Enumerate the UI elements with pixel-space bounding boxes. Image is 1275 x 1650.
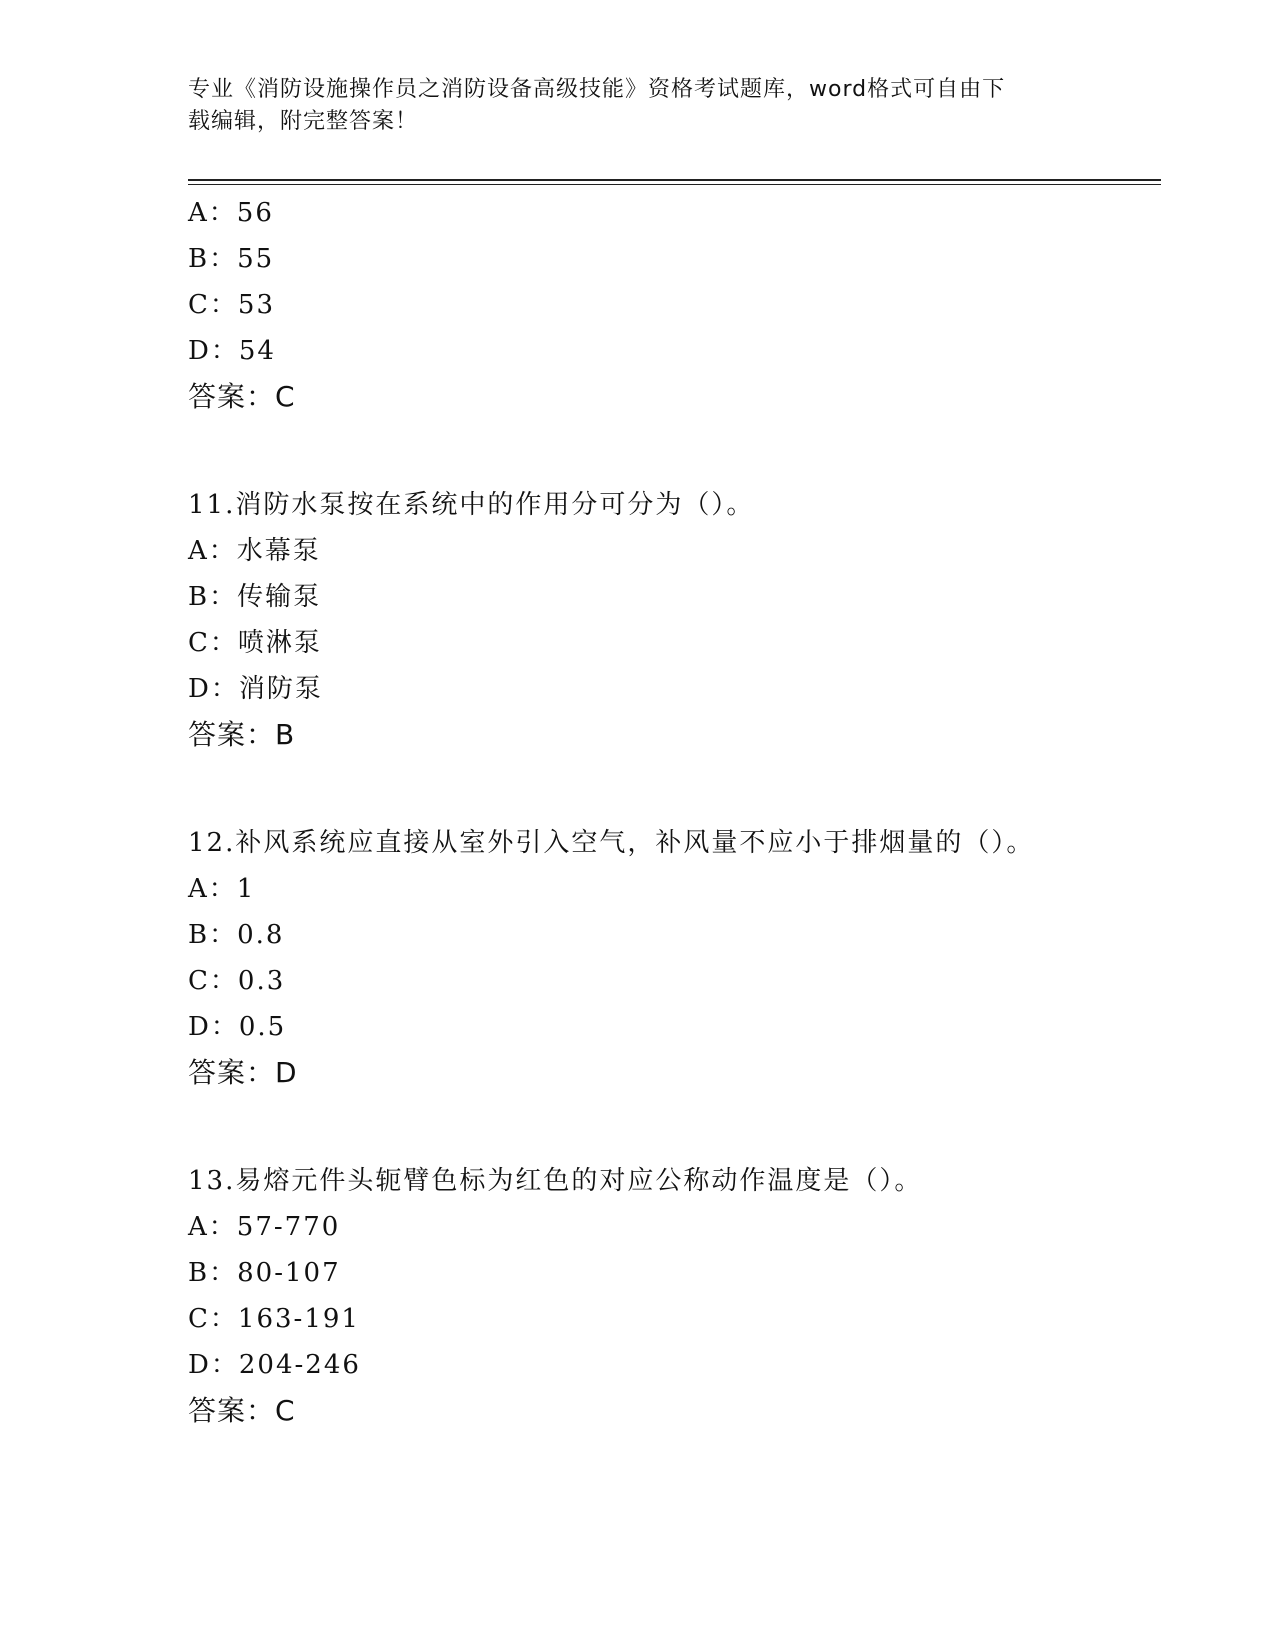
answer-line: 答案：D — [188, 1056, 298, 1089]
option-b: B：传输泵 — [188, 582, 322, 612]
option-a: A：56 — [188, 198, 274, 228]
answer-line: 答案：C — [188, 380, 296, 413]
question-block-prev — [188, 190, 1168, 420]
option-c: C：163-191 — [188, 1304, 360, 1334]
option-c: C：喷淋泵 — [188, 628, 322, 658]
question-stem: 12.补风系统应直接从室外引入空气，补风量不应小于排烟量的（）。 — [188, 828, 1035, 858]
header-divider-thin — [188, 184, 1161, 185]
question-block-12 — [188, 820, 1168, 1096]
option-b: B：0.8 — [188, 920, 285, 950]
option-a: A：1 — [188, 874, 256, 904]
answer-line: 答案：B — [188, 718, 296, 751]
header-divider-thick — [188, 179, 1161, 181]
option-b: B：80-107 — [188, 1258, 341, 1288]
header-line-1: 专业《消防设施操作员之消防设备高级技能》资格考试题库，word格式可自由下 — [188, 77, 1006, 102]
option-d: D：204-246 — [188, 1350, 361, 1380]
question-block-11 — [188, 482, 1168, 758]
option-a: A：57-770 — [188, 1212, 341, 1242]
option-c: C：53 — [188, 290, 275, 320]
header-line-2: 载编辑，附完整答案！ — [188, 109, 419, 134]
option-d: D：消防泵 — [188, 674, 323, 704]
option-a: A：水幕泵 — [188, 536, 321, 566]
question-list — [188, 190, 1168, 1434]
question-block-13 — [188, 1158, 1168, 1434]
option-c: C：0.3 — [188, 966, 286, 996]
option-d: D：54 — [188, 336, 276, 366]
document-header — [188, 74, 1088, 138]
option-b: B：55 — [188, 244, 275, 274]
question-stem: 11.消防水泵按在系统中的作用分可分为（）。 — [188, 490, 755, 520]
option-d: D：0.5 — [188, 1012, 287, 1042]
question-stem: 13.易熔元件头轭臂色标为红色的对应公称动作温度是（）。 — [188, 1166, 923, 1196]
answer-line: 答案：C — [188, 1394, 296, 1427]
